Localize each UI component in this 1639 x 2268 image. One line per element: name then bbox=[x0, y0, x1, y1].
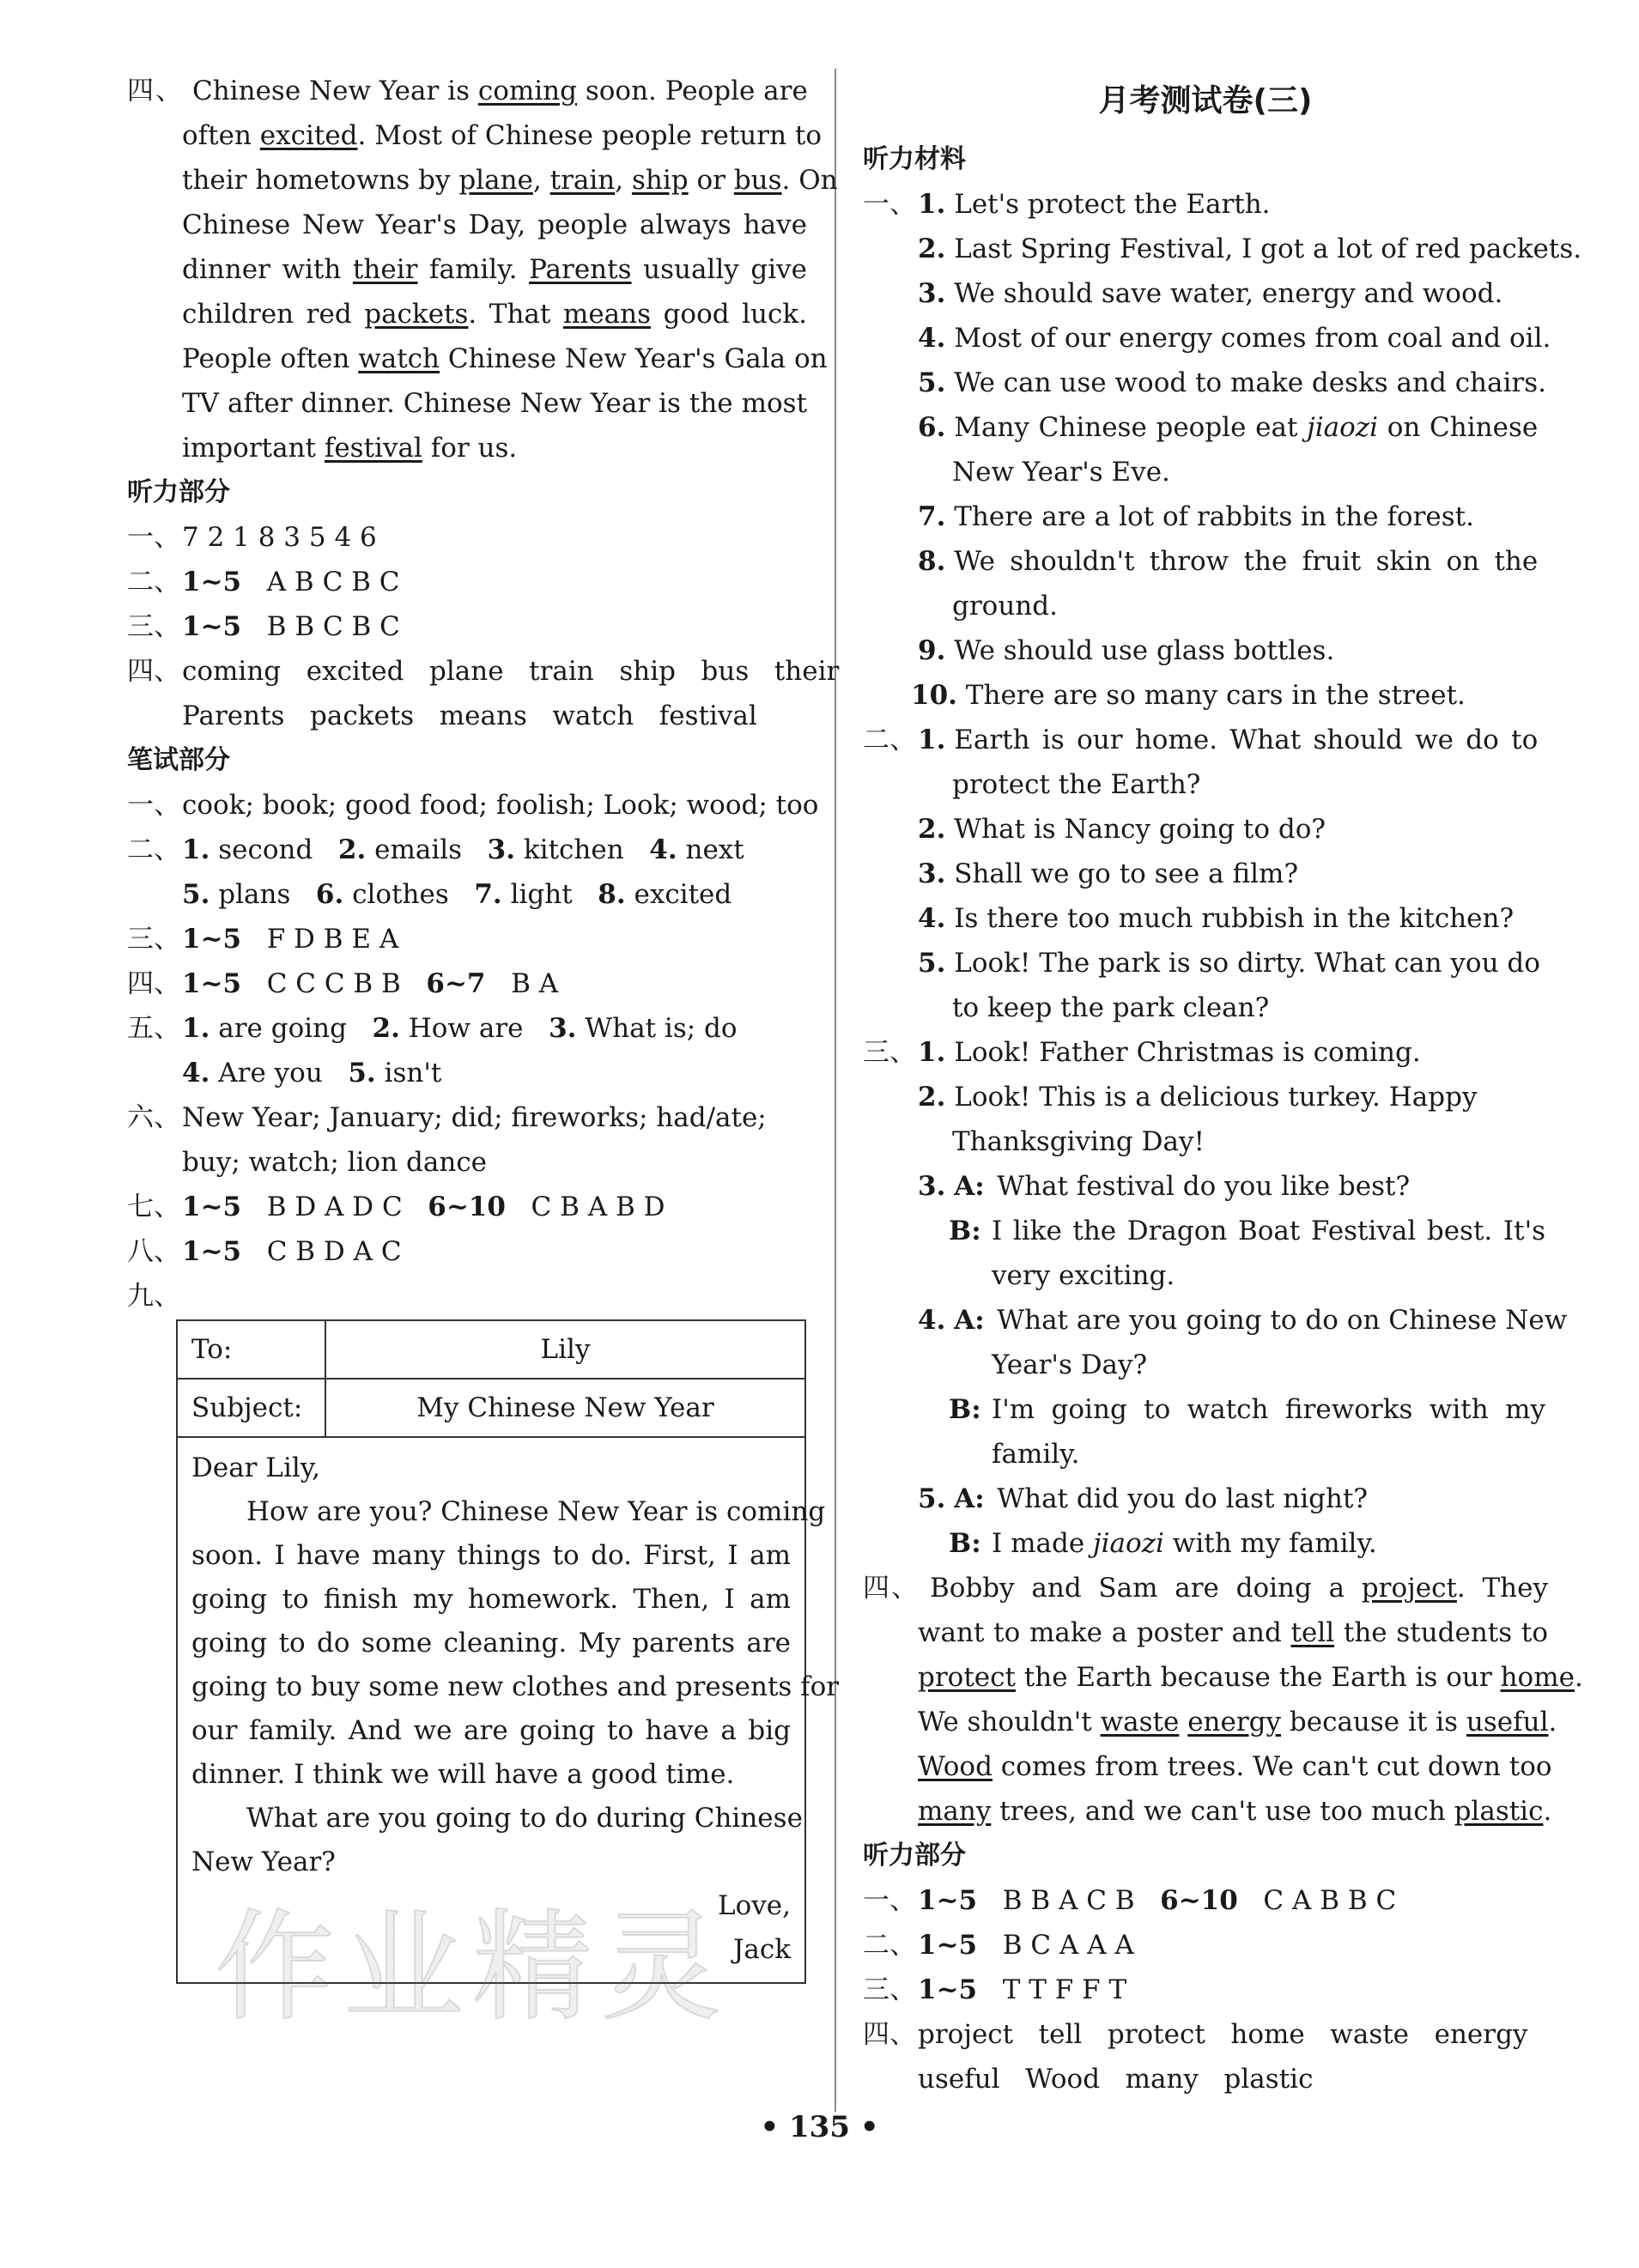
material-4-line: protect the Earth because the Earth is our home. bbox=[918, 1662, 1583, 1693]
material-3-dialogue: 4. A: What are you going to do on Chinese New bbox=[918, 1305, 1568, 1336]
material-1-item: 9. We should use glass bottles. bbox=[918, 635, 1335, 666]
material-2-item-cont: to keep the park clean? bbox=[952, 992, 1270, 1023]
passage-line: People often watch Chinese New Year's Gala on bbox=[182, 343, 828, 374]
material-3-dialogue: 3. A: What festival do you like best? bbox=[918, 1171, 1411, 1202]
letter-line: dinner. I think we will have a good time. bbox=[191, 1759, 735, 1790]
written-answer-7: 七、1~5 B D A D C 6~10 C B A B D bbox=[127, 1192, 665, 1222]
material-4-line: many trees, and we can't use too much plastic. bbox=[918, 1796, 1552, 1827]
passage-line: their hometowns by plane, train, ship or bus. On bbox=[182, 165, 838, 196]
written-answer-1: 一、cook; book; good food; foolish; Look; wood; too bbox=[127, 790, 819, 821]
right-answer-4-cont: useful Wood many plastic bbox=[918, 2064, 1314, 2095]
material-3-dialogue-cont: family. bbox=[992, 1439, 1080, 1470]
page-title: 月考测试卷(三) bbox=[1098, 83, 1313, 118]
letter-subject-row bbox=[178, 1380, 804, 1438]
listening-answer-1: 一、7 2 1 8 3 5 4 6 bbox=[127, 522, 377, 553]
right-answer-3: 三、1~5 T T F F T bbox=[863, 1974, 1127, 2005]
letter-line: going to buy some new clothes and presents for bbox=[191, 1671, 840, 1702]
written-answer-2: 二、1. second 2. emails 3. kitchen 4. next bbox=[127, 834, 744, 865]
passage-line: important festival for us. bbox=[182, 433, 518, 464]
material-2-item: 二、1. Earth is our home. What should we do to bbox=[863, 725, 1539, 755]
material-1-item: 2. Last Spring Festival, I got a lot of red packets. bbox=[918, 233, 1582, 264]
letter-greeting: Dear Lily, bbox=[191, 1452, 321, 1483]
letter-line: soon. I have many things to do. First, I am bbox=[191, 1540, 791, 1571]
material-3-dialogue: 5. A: What did you do last night? bbox=[918, 1483, 1369, 1514]
written-answer-5-cont: 4. Are you 5. isn't bbox=[182, 1058, 442, 1089]
passage-line: dinner with their family. Parents usually give bbox=[182, 254, 807, 285]
listening-heading: 听力部分 bbox=[127, 477, 230, 507]
letter-closing: Love, bbox=[718, 1890, 791, 1921]
letter-to-row bbox=[178, 1321, 804, 1380]
material-1-item: 5. We can use wood to make desks and chairs. bbox=[918, 367, 1546, 398]
material-3-dialogue-cont: very exciting. bbox=[992, 1260, 1175, 1291]
letter-line: What are you going to do during Chinese bbox=[246, 1803, 803, 1834]
material-3-dialogue: B: I'm going to watch fireworks with my bbox=[949, 1394, 1545, 1425]
watermark: 作业精灵 bbox=[215, 1898, 731, 2038]
material-2-item-cont: protect the Earth? bbox=[952, 769, 1201, 800]
material-1-item-cont: New Year's Eve. bbox=[952, 457, 1170, 488]
letter-subject-value: My Chinese New Year bbox=[416, 1392, 714, 1423]
material-1-item: 4. Most of our energy comes from coal and oil. bbox=[918, 323, 1551, 354]
right-listening-heading: 听力部分 bbox=[863, 1840, 966, 1871]
material-1-item-cont: ground. bbox=[952, 591, 1058, 622]
column-divider bbox=[835, 69, 836, 2112]
material-3-dialogue: B: I made jiaozi with my family. bbox=[949, 1528, 1377, 1559]
material-2-item: 5. Look! The park is so dirty. What can you do bbox=[918, 948, 1540, 979]
letter-to-value: Lily bbox=[540, 1334, 591, 1365]
written-answer-6-cont: buy; watch; lion dance bbox=[182, 1147, 488, 1178]
written-heading: 笔试部分 bbox=[127, 745, 230, 775]
material-4-line: 四、 Bobby and Sam are doing a project. They bbox=[863, 1573, 1548, 1604]
written-answer-2-cont: 5. plans 6. clothes 7. light 8. excited bbox=[182, 879, 732, 910]
material-heading: 听力材料 bbox=[863, 144, 966, 174]
letter-line: New Year? bbox=[191, 1847, 336, 1877]
material-2-item: 4. Is there too much rubbish in the kitchen? bbox=[918, 903, 1515, 934]
letter-signature: Jack bbox=[732, 1934, 791, 1965]
passage-line: often excited. Most of Chinese people return to bbox=[182, 120, 823, 151]
written-answer-9: 九、 bbox=[127, 1281, 180, 1312]
right-answer-4: 四、project tell protect home waste energy bbox=[863, 2019, 1528, 2050]
letter-line: going to finish my homework. Then, I am bbox=[191, 1584, 791, 1615]
letter-subject-label: Subject: bbox=[178, 1380, 326, 1436]
left-column bbox=[127, 69, 840, 1319]
right-answer-1: 一、1~5 B B A C B 6~10 C A B B C bbox=[863, 1885, 1397, 1916]
material-1-item: 8. We shouldn't throw the fruit skin on the bbox=[918, 546, 1539, 577]
material-3-dialogue: B: I like the Dragon Boat Festival best. It's bbox=[949, 1216, 1545, 1246]
passage-four bbox=[127, 69, 838, 470]
letter-line: How are you? Chinese New Year is coming bbox=[246, 1496, 826, 1527]
material-3-item: 三、1. Look! Father Christmas is coming. bbox=[863, 1037, 1421, 1068]
written-answer-4: 四、1~5 C C C B B 6~7 B A bbox=[127, 968, 559, 999]
material-3-dialogue-cont: Year's Day? bbox=[992, 1349, 1148, 1380]
material-1-item: 3. We should save water, energy and wood. bbox=[918, 278, 1503, 309]
material-4-line: want to make a poster and tell the students to bbox=[918, 1617, 1548, 1648]
passage-line: children red packets. That means good luck. bbox=[182, 299, 807, 330]
page-number: • 135 • bbox=[760, 2110, 879, 2144]
material-2-item: 2. What is Nancy going to do? bbox=[918, 814, 1326, 845]
material-1-item: 7. There are a lot of rabbits in the forest. bbox=[918, 501, 1474, 532]
material-1-item: 一、1. Let's protect the Earth. bbox=[863, 189, 1271, 220]
material-4-line: We shouldn't waste energy because it is useful. bbox=[918, 1707, 1557, 1737]
material-1-item: 6. Many Chinese people eat jiaozi on Chinese bbox=[918, 412, 1539, 443]
right-column bbox=[863, 69, 1583, 2101]
listening-answer-4-cont: Parents packets means watch festival bbox=[182, 700, 757, 731]
letter-line: going to do some cleaning. My parents are bbox=[191, 1628, 791, 1659]
passage-line: TV after dinner. Chinese New Year is the most bbox=[182, 388, 807, 419]
written-answer-5: 五、1. are going 2. How are 3. What is; do bbox=[127, 1013, 738, 1044]
passage-line: Chinese New Year's Day, people always have bbox=[182, 209, 807, 240]
material-2-item: 3. Shall we go to see a film? bbox=[918, 858, 1299, 889]
material-3-item-cont: Thanksgiving Day! bbox=[952, 1126, 1205, 1157]
right-answer-2: 二、1~5 B C A A A bbox=[863, 1930, 1134, 1961]
written-answer-8: 八、1~5 C B D A C bbox=[127, 1236, 402, 1267]
listening-answer-4: 四、coming excited plane train ship bus their bbox=[127, 656, 840, 687]
passage-line: 四、 Chinese New Year is coming soon. People are bbox=[127, 76, 808, 106]
material-4-line: Wood comes from trees. We can't cut down too bbox=[918, 1751, 1552, 1782]
letter-to-label: To: bbox=[178, 1321, 326, 1378]
listening-answer-2: 二、1~5 A B C B C bbox=[127, 567, 400, 597]
written-answer-6: 六、New Year; January; did; fireworks; had/ate; bbox=[127, 1102, 767, 1133]
material-3-item: 2. Look! This is a delicious turkey. Happy bbox=[918, 1082, 1478, 1113]
written-answer-3: 三、1~5 F D B E A bbox=[127, 924, 399, 955]
listening-answer-3: 三、1~5 B B C B C bbox=[127, 611, 400, 642]
letter-line: our family. And we are going to have a big bbox=[191, 1715, 791, 1746]
material-1-item: 10. There are so many cars in the street. bbox=[911, 680, 1466, 711]
